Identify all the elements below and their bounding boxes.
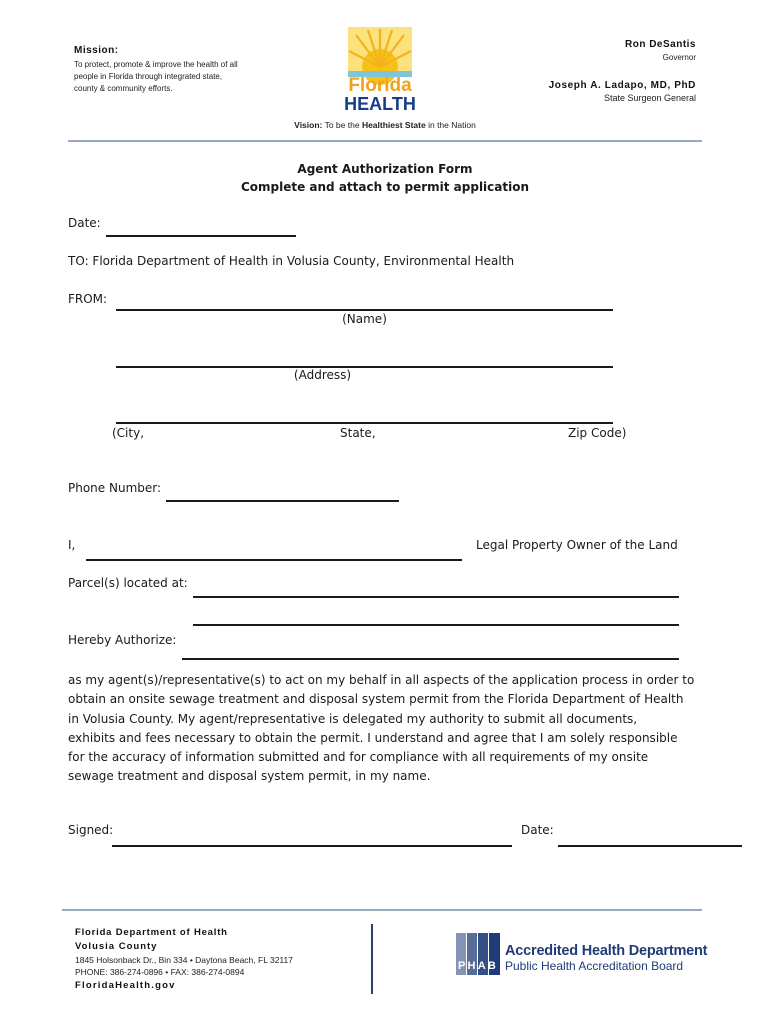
signature-line[interactable] xyxy=(112,845,512,847)
name-line[interactable] xyxy=(116,309,613,311)
paragraph-line: as my agent(s)/representative(s) to act on my behalf in all aspects of the application process in order to xyxy=(68,673,695,687)
from-label: FROM: xyxy=(68,292,108,306)
paragraph-line: sewage treatment and disposal system permit, in my name. xyxy=(68,769,431,784)
mission-text: To protect, promote & improve the health of all people in Florida through integrated state, county & community efforts. xyxy=(74,60,238,93)
phab-letters: PHAB xyxy=(458,960,498,972)
signed-date-line[interactable] xyxy=(558,845,742,847)
paragraph-line: exhibits and fees necessary to obtain the permit. I understand and agree that I am solely responsible xyxy=(68,730,678,745)
surgeon-general-name: Joseph A. Ladapo, MD, PhD xyxy=(548,80,696,91)
logo-word-florida: Florida xyxy=(348,75,412,96)
date-label: Date: xyxy=(68,216,101,230)
signed-label: Signed: xyxy=(68,823,114,837)
governor-name: Ron DeSantis xyxy=(624,39,696,50)
phab-logo xyxy=(456,933,500,975)
footer-divider xyxy=(62,909,702,911)
vision-post: in the Nation xyxy=(428,120,476,130)
zip-caption: Zip Code) xyxy=(568,426,627,440)
state-caption: State, xyxy=(340,426,376,440)
phone-line[interactable] xyxy=(166,500,399,502)
footer-county: Volusia County xyxy=(75,941,158,952)
footer-address: 1845 Holsonback Dr., Bin 334 • Daytona Beach, FL 32117 xyxy=(75,955,293,965)
footer-website: FloridaHealth.gov xyxy=(75,980,176,991)
authorize-label: Hereby Authorize: xyxy=(68,633,177,647)
form-subtitle: Complete and attach to permit application xyxy=(240,180,530,194)
parcel-line-1[interactable] xyxy=(193,596,679,598)
to-line: TO: Florida Department of Health in Volusia County, Environmental Health xyxy=(68,254,515,268)
surgeon-general-title: State Surgeon General xyxy=(603,93,696,103)
mission-title: Mission: xyxy=(74,45,119,56)
phone-label: Phone Number: xyxy=(68,481,162,495)
vision-pre: To be the xyxy=(324,120,360,130)
owner-label: Legal Property Owner of the Land xyxy=(476,538,678,552)
parcel-label: Parcel(s) located at: xyxy=(68,576,188,590)
address-caption: (Address) xyxy=(293,368,352,382)
city-state-zip-line[interactable] xyxy=(116,422,613,424)
paragraph-line: in Volusia County. My agent/representative is delegated my authority to submit all documents, xyxy=(68,711,638,726)
i-label: I, xyxy=(68,538,76,552)
name-caption: (Name) xyxy=(342,312,387,326)
vision-bold: Healthiest State xyxy=(361,120,426,130)
footer-vertical-divider xyxy=(371,924,373,994)
vision-label: Vision: xyxy=(294,120,323,130)
signed-date-label: Date: xyxy=(521,823,554,837)
phab-line2: Public Health Accreditation Board xyxy=(505,959,684,973)
vision-statement xyxy=(0,120,770,130)
logo-word-health: HEALTH xyxy=(344,94,416,113)
phab-line1: Accredited Health Department xyxy=(505,943,708,959)
parcel-line-2[interactable] xyxy=(193,624,679,626)
footer-org: Florida Department of Health xyxy=(75,927,228,938)
owner-name-line[interactable] xyxy=(86,559,462,561)
authorization-paragraph xyxy=(68,671,718,787)
header-divider xyxy=(68,140,702,142)
footer-phone: PHONE: 386-274-0896 • FAX: 386-274-0894 xyxy=(75,967,245,977)
city-caption: (City, xyxy=(112,426,145,440)
form-title: Agent Authorization Form xyxy=(297,162,473,176)
governor-title: Governor xyxy=(662,53,696,62)
paragraph-line: for the accuracy of information submitted and for compliance with all requirements of my onsite xyxy=(68,750,649,765)
florida-health-logo xyxy=(344,27,416,113)
agent-name-line[interactable] xyxy=(182,658,679,660)
date-line[interactable] xyxy=(106,235,296,237)
paragraph-line: obtain an onsite sewage treatment and disposal system permit from the Florida Department of Health xyxy=(68,692,684,707)
